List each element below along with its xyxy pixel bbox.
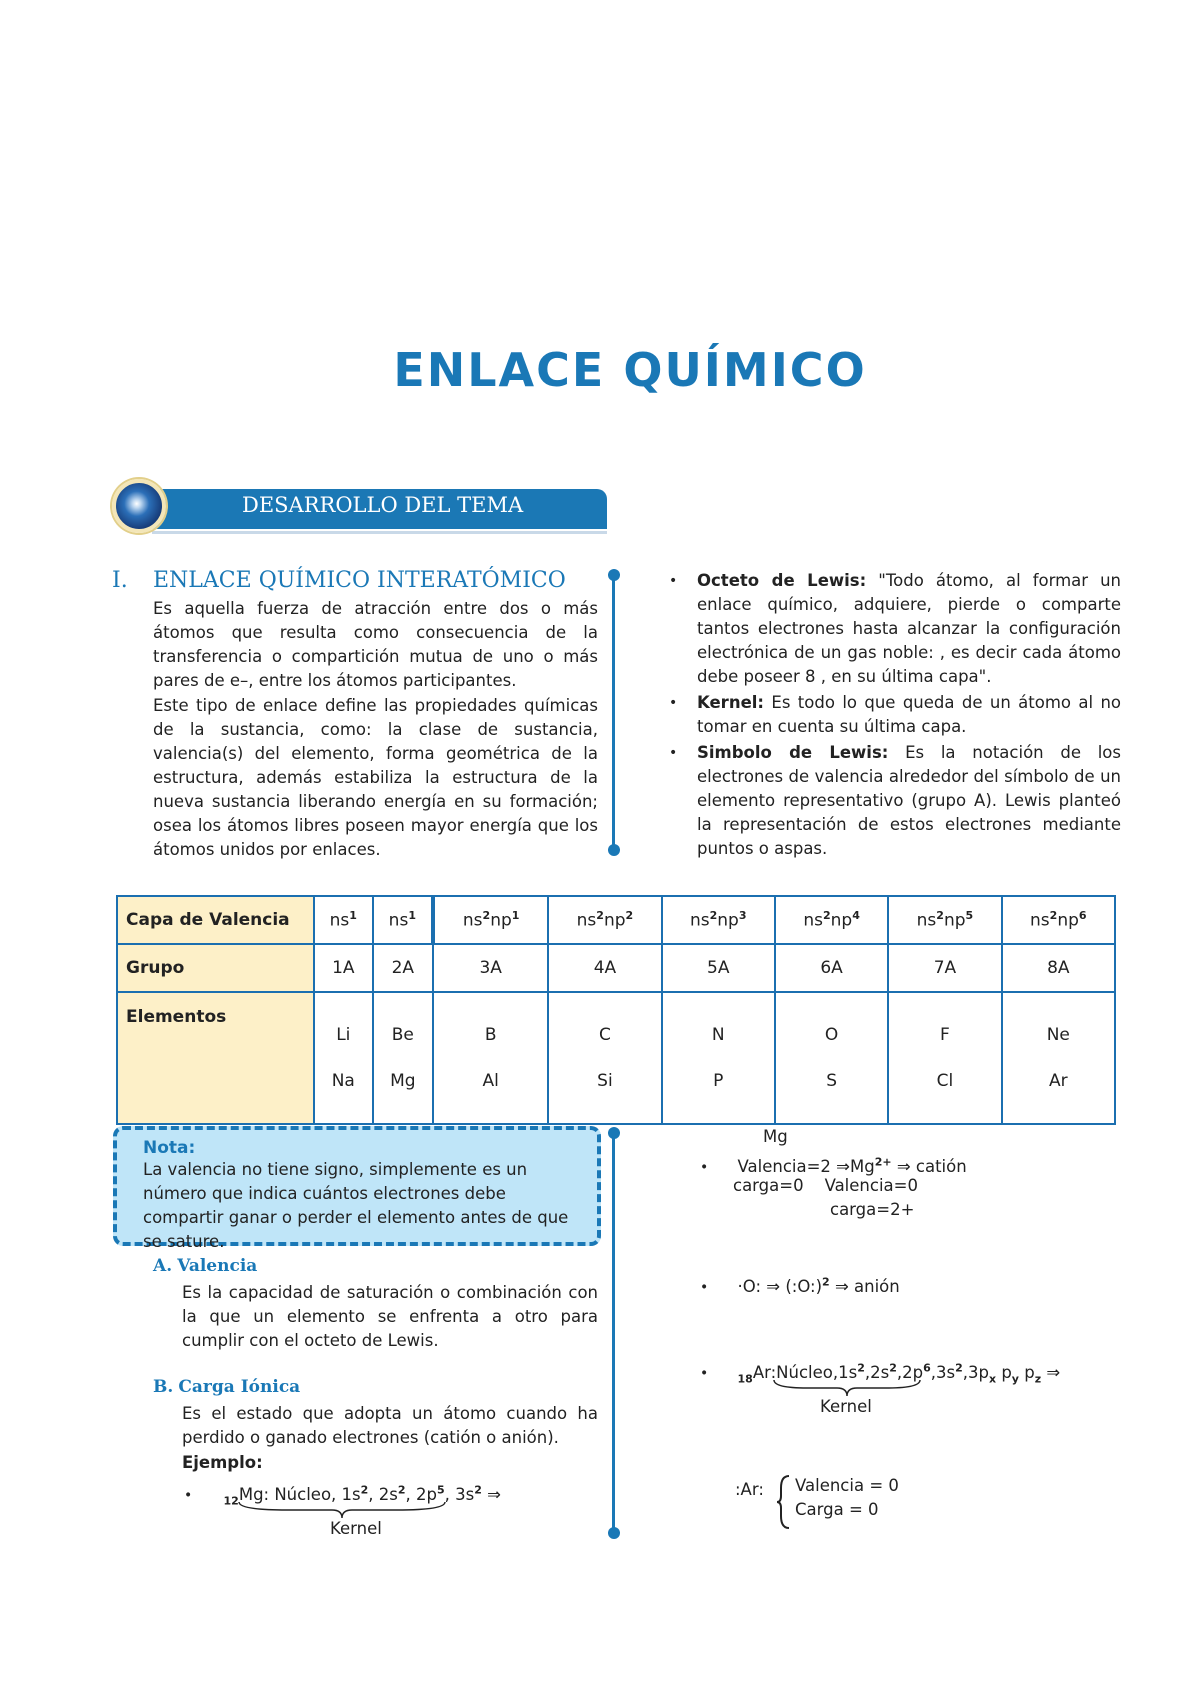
bullet-lewis: • Simbolo de Lewis: Es la notación de los electrones de valencia alrededor del símbolo de un elemento representativo (grupo A). Lewis planteó la representación de estos electrones mediante puntos o aspas.: [669, 743, 1121, 858]
lewis-symbol: P: [713, 1071, 724, 1091]
example-carga: carga=0 Valencia=0: [733, 1176, 918, 1195]
separator-dot: [608, 844, 620, 856]
grupo-cell: 5A: [662, 944, 775, 992]
lewis-symbol: Ar: [1048, 1071, 1068, 1091]
capa-cell: $ns^2np^4$: [775, 896, 888, 944]
lewis-symbol: O: [824, 1025, 839, 1045]
capa-cell: $ns^1$: [373, 896, 433, 944]
capa-cell: $ns^2np^6$: [1002, 896, 1115, 944]
section-para-2: Este tipo de enlace define las propiedades químicas de la sustancia, como: la clase de sustancia, valencia(s) del elemento, forma geométrica de la estructura, además estabiliza la estructura de la nueva sustancia liberando energía en su formación; osea los átomos libres poseen mayor energía que los átomos unidos por enlaces.: [153, 696, 598, 859]
example-carga-2: carga=2+: [830, 1200, 915, 1219]
example-anion: • ·O: ⇒ (:O:)$^2$ ⇒ anión: [700, 1275, 900, 1296]
element-cell: [888, 992, 1001, 1124]
ar-carga: Carga = 0: [795, 1500, 879, 1519]
lewis-symbol: S: [826, 1071, 837, 1091]
lewis-symbol: Ne: [1046, 1025, 1070, 1045]
example-valencia: • Valencia=2 $\Rightarrow Mg^{2+}$ ⇒ catión: [700, 1155, 967, 1176]
table-row-capa: [117, 896, 1115, 944]
valence-table: [116, 895, 1116, 1125]
brace-icon: [775, 1474, 791, 1530]
sub-a-heading: A. Valencia: [153, 1256, 258, 1276]
banner-text: DESARROLLO DEL TEMA: [242, 493, 524, 517]
orb-icon: [112, 479, 166, 533]
section-para-1: Es aquella fuerza de atracción entre dos o más átomos que resulta como consecuencia de la transferencia o compartición mutua de uno o más pares de e–, entre los átomos participantes.: [153, 599, 598, 690]
example-ar: • $_{18}Ar:Núcleo,1s^2,2s^2,2p^6,3s^2,3p_x$ $p_y$ $p_z$ ⇒: [700, 1361, 1061, 1385]
element-cell: [314, 992, 373, 1124]
lewis-symbol: Na: [331, 1071, 355, 1091]
capa-cell: $ns^2np^2$: [548, 896, 661, 944]
example-mg: • $_{12}$Mg: Núcleo, $1s^2$, $2s^2$, $2p^5$, $3s^2$ ⇒: [184, 1483, 501, 1507]
section-heading: ENLACE QUÍMICO INTERATÓMICO: [153, 568, 566, 593]
grupo-cell: 4A: [548, 944, 661, 992]
table-row-grupo: [117, 944, 1115, 992]
kernel-label-ar: Kernel: [820, 1397, 872, 1416]
lewis-symbol: Cl: [936, 1071, 954, 1091]
ar-valencia: Valencia = 0: [795, 1476, 899, 1495]
capa-cell: $ns^2np^5$: [888, 896, 1001, 944]
row-label-elementos: Elementos: [117, 992, 314, 1124]
capa-cell: $ns^2np^3$: [662, 896, 775, 944]
lewis-symbol: Mg: [390, 1071, 416, 1091]
right-bullets: [663, 569, 1121, 861]
lewis-symbol: C: [598, 1025, 611, 1045]
row-label-grupo: Grupo: [117, 944, 314, 992]
sub-a-text: Es la capacidad de saturación o combinación con la que un elemento se enfrenta a otro para cumplir con el octeto de Lewis.: [182, 1283, 598, 1350]
column-separator: [612, 1133, 615, 1533]
sub-b-text: Es el estado que adopta un átomo cuando ha perdido o ganado electrones (catión o anión).: [182, 1404, 598, 1447]
capa-cell: $ns^1$: [314, 896, 373, 944]
element-cell: [1002, 992, 1115, 1124]
table-row-elementos: [117, 992, 1115, 1124]
separator-dot: [608, 1527, 620, 1539]
grupo-cell: 7A: [888, 944, 1001, 992]
bullet-kernel: • Kernel: Es todo lo que queda de un átomo al no tomar en cuenta su última capa.: [669, 693, 1122, 736]
element-cell: [662, 992, 775, 1124]
row-label-capa: Capa de Valencia: [117, 896, 314, 944]
lewis-symbol: N: [711, 1025, 725, 1045]
lewis-symbol: Al: [482, 1071, 499, 1091]
grupo-cell: 3A: [433, 944, 548, 992]
grupo-cell: 2A: [373, 944, 433, 992]
lewis-symbol: Li: [336, 1025, 351, 1045]
ar-lewis: :Ar:: [735, 1480, 764, 1499]
bullet-octeto: • Octeto de Lewis: "Todo átomo, al formar un enlace químico, adquiere, pierde o comparte tantos electrones hasta alcanzar la configuración electrónica de un gas noble: , es decir cada átomo debe poseer 8 , en su última capa".: [669, 571, 1122, 686]
kernel-label: Kernel: [330, 1519, 382, 1538]
lewis-symbol: Be: [391, 1025, 414, 1045]
mg-symbol: Mg: [763, 1127, 788, 1146]
lewis-symbol: Si: [597, 1071, 613, 1091]
lewis-symbol: B: [484, 1025, 497, 1045]
grupo-cell: 6A: [775, 944, 888, 992]
element-cell: [775, 992, 888, 1124]
lewis-symbol: F: [940, 1025, 950, 1045]
element-cell: [373, 992, 433, 1124]
grupo-cell: 1A: [314, 944, 373, 992]
element-cell: [548, 992, 661, 1124]
note-title: Nota:: [143, 1138, 196, 1158]
element-cell: [433, 992, 548, 1124]
example-label: Ejemplo:: [182, 1453, 263, 1472]
grupo-cell: 8A: [1002, 944, 1115, 992]
note-text: La valencia no tiene signo, simplemente es un número que indica cuántos electrones debe compartir ganar o perder el elemento antes de que se sature.: [143, 1160, 569, 1251]
section-banner: [112, 485, 607, 535]
page-title: ENLACE QUÍMICO: [393, 343, 867, 397]
section-numeral: I.: [112, 568, 128, 593]
sub-b-heading: B. Carga Iónica: [153, 1377, 301, 1397]
capa-cell: $ns^2np^1$: [433, 896, 548, 944]
column-separator: [612, 575, 615, 850]
note-box: [113, 1126, 601, 1251]
